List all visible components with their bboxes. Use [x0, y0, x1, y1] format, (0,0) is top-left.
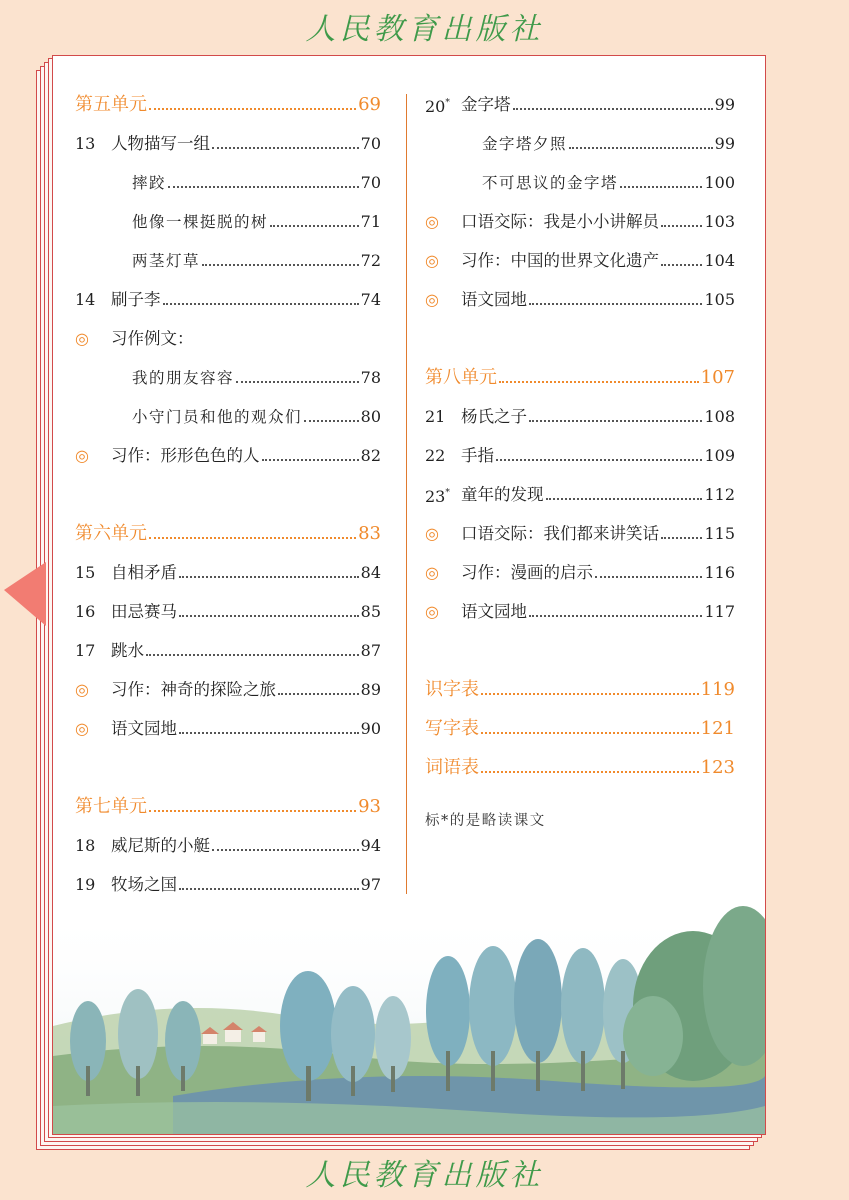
- entry-title: 摔跤: [132, 173, 167, 192]
- lesson-number: 16: [75, 601, 96, 621]
- lesson-number: 17: [75, 640, 96, 660]
- entry-title: 童年的发现: [461, 484, 544, 504]
- page-number: 85: [360, 601, 381, 621]
- toc-entry[interactable]: [425, 514, 735, 553]
- entry-title: 习作：神奇的探险之旅: [111, 679, 276, 699]
- page-number: 119: [700, 678, 735, 700]
- leader-dots: [661, 264, 702, 266]
- toc-entry[interactable]: [425, 748, 735, 787]
- entry-title: 手指: [461, 445, 494, 465]
- page-number: 97: [360, 874, 381, 894]
- entry-title: 自相矛盾: [111, 562, 177, 582]
- page-number: 108: [704, 406, 735, 426]
- leader-dots: [481, 693, 699, 695]
- leader-dots: [278, 693, 359, 695]
- entry-title: 跳水: [111, 640, 144, 660]
- leader-dots: [179, 615, 359, 617]
- entry-title: 田忌赛马: [111, 601, 177, 621]
- lesson-number: 23*: [425, 486, 450, 506]
- toc-entry[interactable]: [75, 124, 381, 163]
- entry-title: 语文园地: [461, 601, 527, 621]
- activity-circle-icon: ◎: [75, 679, 89, 699]
- activity-circle-icon: ◎: [75, 445, 89, 465]
- toc-entry[interactable]: [75, 709, 381, 748]
- leader-dots: [179, 732, 359, 734]
- lesson-number: 15: [75, 562, 96, 582]
- entry-title: 牧场之国: [111, 874, 177, 894]
- toc-entry[interactable]: [75, 319, 381, 358]
- toc-entry[interactable]: [425, 436, 735, 475]
- page-number: 93: [358, 795, 381, 817]
- leader-dots: [212, 147, 359, 149]
- footnote: 标*的是略读课文: [425, 813, 546, 829]
- toc-page: [52, 55, 766, 1135]
- leader-dots: [620, 186, 702, 188]
- entry-title: 习作：形形色色的人: [111, 445, 260, 465]
- leader-dots: [168, 186, 359, 188]
- page-number: 82: [360, 445, 381, 465]
- toc-entry[interactable]: [75, 514, 381, 553]
- page-number: 121: [700, 717, 735, 739]
- page-number: 105: [704, 289, 735, 309]
- entry-title: 两茎灯草: [132, 251, 201, 270]
- column-divider: [406, 94, 407, 894]
- entry-title: 杨氏之子: [461, 406, 527, 426]
- leader-dots: [499, 381, 699, 383]
- entry-title: 写字表: [425, 717, 479, 739]
- toc-entry[interactable]: [425, 85, 735, 124]
- toc-entry[interactable]: [75, 202, 381, 241]
- entry-title: 威尼斯的小艇: [111, 835, 210, 855]
- leader-dots: [661, 225, 702, 227]
- leader-dots: [212, 849, 359, 851]
- toc-entry[interactable]: [75, 865, 381, 904]
- page-number: 87: [360, 640, 381, 660]
- toc-entry[interactable]: [425, 592, 735, 631]
- landscape-illustration: [53, 906, 765, 1135]
- leader-dots: [529, 615, 702, 617]
- leader-dots: [146, 654, 359, 656]
- page-number: 115: [704, 523, 735, 543]
- leader-dots: [262, 459, 359, 461]
- toc-entry[interactable]: [75, 553, 381, 592]
- leader-dots: [595, 576, 702, 578]
- leader-dots: [149, 537, 356, 539]
- activity-circle-icon: ◎: [425, 601, 439, 621]
- entry-title: 我的朋友容容: [132, 368, 235, 387]
- page-number: 70: [360, 172, 381, 192]
- leader-dots: [529, 420, 702, 422]
- leader-dots: [481, 732, 699, 734]
- skim-reading-star: *: [445, 97, 450, 108]
- toc-entry[interactable]: [425, 163, 735, 202]
- activity-circle-icon: ◎: [425, 562, 439, 582]
- page-number: 109: [704, 445, 735, 465]
- entry-title: 金字塔夕照: [482, 134, 568, 153]
- lesson-number: 18: [75, 835, 96, 855]
- toc-entry[interactable]: [75, 358, 381, 397]
- toc-entry[interactable]: [425, 280, 735, 319]
- toc-entry[interactable]: [75, 436, 381, 475]
- toc-spacer: [75, 475, 381, 514]
- publisher-footer: 人民教育出版社: [305, 1158, 544, 1193]
- lesson-number: 20*: [425, 96, 450, 116]
- leader-dots: [149, 108, 356, 110]
- entry-title: 语文园地: [461, 289, 527, 309]
- toc-entry[interactable]: [75, 280, 381, 319]
- entry-title: 小守门员和他的观众们: [132, 407, 303, 426]
- page-number: 103: [704, 211, 735, 231]
- leader-dots: [236, 381, 359, 383]
- leader-dots: [569, 147, 713, 149]
- page-number: 99: [714, 133, 735, 153]
- toc-spacer: [425, 319, 735, 358]
- entry-title: 习作：中国的世界文化遗产: [461, 250, 659, 270]
- leader-dots: [513, 108, 713, 110]
- toc-entry[interactable]: [425, 475, 735, 514]
- toc-entry[interactable]: [75, 241, 381, 280]
- page-number: 71: [360, 211, 381, 231]
- page-number: 123: [700, 756, 735, 778]
- page-number: 107: [700, 366, 735, 388]
- entry-title: 第六单元: [75, 522, 147, 544]
- lesson-number: 14: [75, 289, 96, 309]
- entry-title: 他像一棵挺脱的树: [132, 212, 269, 231]
- lesson-number: 21: [425, 406, 446, 426]
- toc-entry[interactable]: [425, 709, 735, 748]
- entry-title: 刷子李: [111, 289, 161, 309]
- page-number: 117: [704, 601, 735, 621]
- toc-entry[interactable]: [425, 202, 735, 241]
- entry-title: 词语表: [425, 756, 479, 778]
- toc-entry[interactable]: [425, 397, 735, 436]
- lesson-number: 22: [425, 445, 446, 465]
- page-number: 80: [360, 406, 381, 426]
- toc-entry[interactable]: [425, 553, 735, 592]
- toc-left-column: [75, 85, 381, 904]
- leader-dots: [496, 459, 702, 461]
- page-number: 78: [360, 367, 381, 387]
- entry-title: 第七单元: [75, 795, 147, 817]
- entry-title: 不可思议的金字塔: [482, 173, 619, 192]
- toc-entry[interactable]: [75, 397, 381, 436]
- entry-title: 语文园地: [111, 718, 177, 738]
- entry-title: 口语交际：我是小小讲解员: [461, 211, 659, 231]
- activity-circle-icon: ◎: [75, 328, 89, 348]
- leader-dots: [304, 420, 359, 422]
- toc-entry[interactable]: [425, 670, 735, 709]
- lesson-number: 13: [75, 133, 96, 153]
- entry-title: 人物描写一组: [111, 133, 210, 153]
- page-number: 70: [360, 133, 381, 153]
- toc-right-column: [425, 85, 735, 830]
- toc-entry[interactable]: [75, 787, 381, 826]
- page-number: 89: [360, 679, 381, 699]
- toc-entry[interactable]: [75, 592, 381, 631]
- toc-entry[interactable]: [75, 85, 381, 124]
- leader-dots: [149, 810, 356, 812]
- page-number: 116: [704, 562, 735, 582]
- leader-dots: [546, 498, 703, 500]
- page-number: 99: [714, 94, 735, 114]
- toc-entry[interactable]: [75, 826, 381, 865]
- entry-title: 第五单元: [75, 93, 147, 115]
- publisher-header: 人民教育出版社: [305, 12, 544, 47]
- leader-dots: [529, 303, 702, 305]
- activity-circle-icon: ◎: [425, 211, 439, 231]
- leader-dots: [661, 537, 702, 539]
- lesson-number: 19: [75, 874, 96, 894]
- toc-entry[interactable]: [425, 124, 735, 163]
- page-number: 74: [360, 289, 381, 309]
- toc-entry[interactable]: [75, 631, 381, 670]
- entry-title: 习作例文：: [111, 328, 194, 348]
- page-number: 104: [704, 250, 735, 270]
- leader-dots: [481, 771, 699, 773]
- page-tab-marker: [0, 560, 50, 630]
- leader-dots: [163, 303, 359, 305]
- page-number: 83: [358, 522, 381, 544]
- toc-spacer: [75, 748, 381, 787]
- toc-entry[interactable]: [425, 241, 735, 280]
- entry-title: 金字塔: [461, 94, 511, 114]
- toc-entry[interactable]: [75, 670, 381, 709]
- leader-dots: [179, 576, 359, 578]
- page-number: 90: [360, 718, 381, 738]
- activity-circle-icon: ◎: [75, 718, 89, 738]
- skim-reading-star: *: [445, 487, 450, 498]
- page-number: 100: [704, 172, 735, 192]
- toc-entry[interactable]: [75, 163, 381, 202]
- page-number: 72: [360, 250, 381, 270]
- page-number: 84: [360, 562, 381, 582]
- activity-circle-icon: ◎: [425, 289, 439, 309]
- entry-title: 习作：漫画的启示: [461, 562, 593, 582]
- page-number: 112: [704, 484, 735, 504]
- page-number: 69: [358, 93, 381, 115]
- activity-circle-icon: ◎: [425, 523, 439, 543]
- page-number: 94: [360, 835, 381, 855]
- entry-title: 识字表: [425, 678, 479, 700]
- toc-entry[interactable]: [425, 358, 735, 397]
- leader-dots: [202, 264, 359, 266]
- entry-title: 口语交际：我们都来讲笑话: [461, 523, 659, 543]
- leader-dots: [179, 888, 359, 890]
- toc-spacer: [425, 631, 735, 670]
- entry-title: 第八单元: [425, 366, 497, 388]
- leader-dots: [270, 225, 359, 227]
- activity-circle-icon: ◎: [425, 250, 439, 270]
